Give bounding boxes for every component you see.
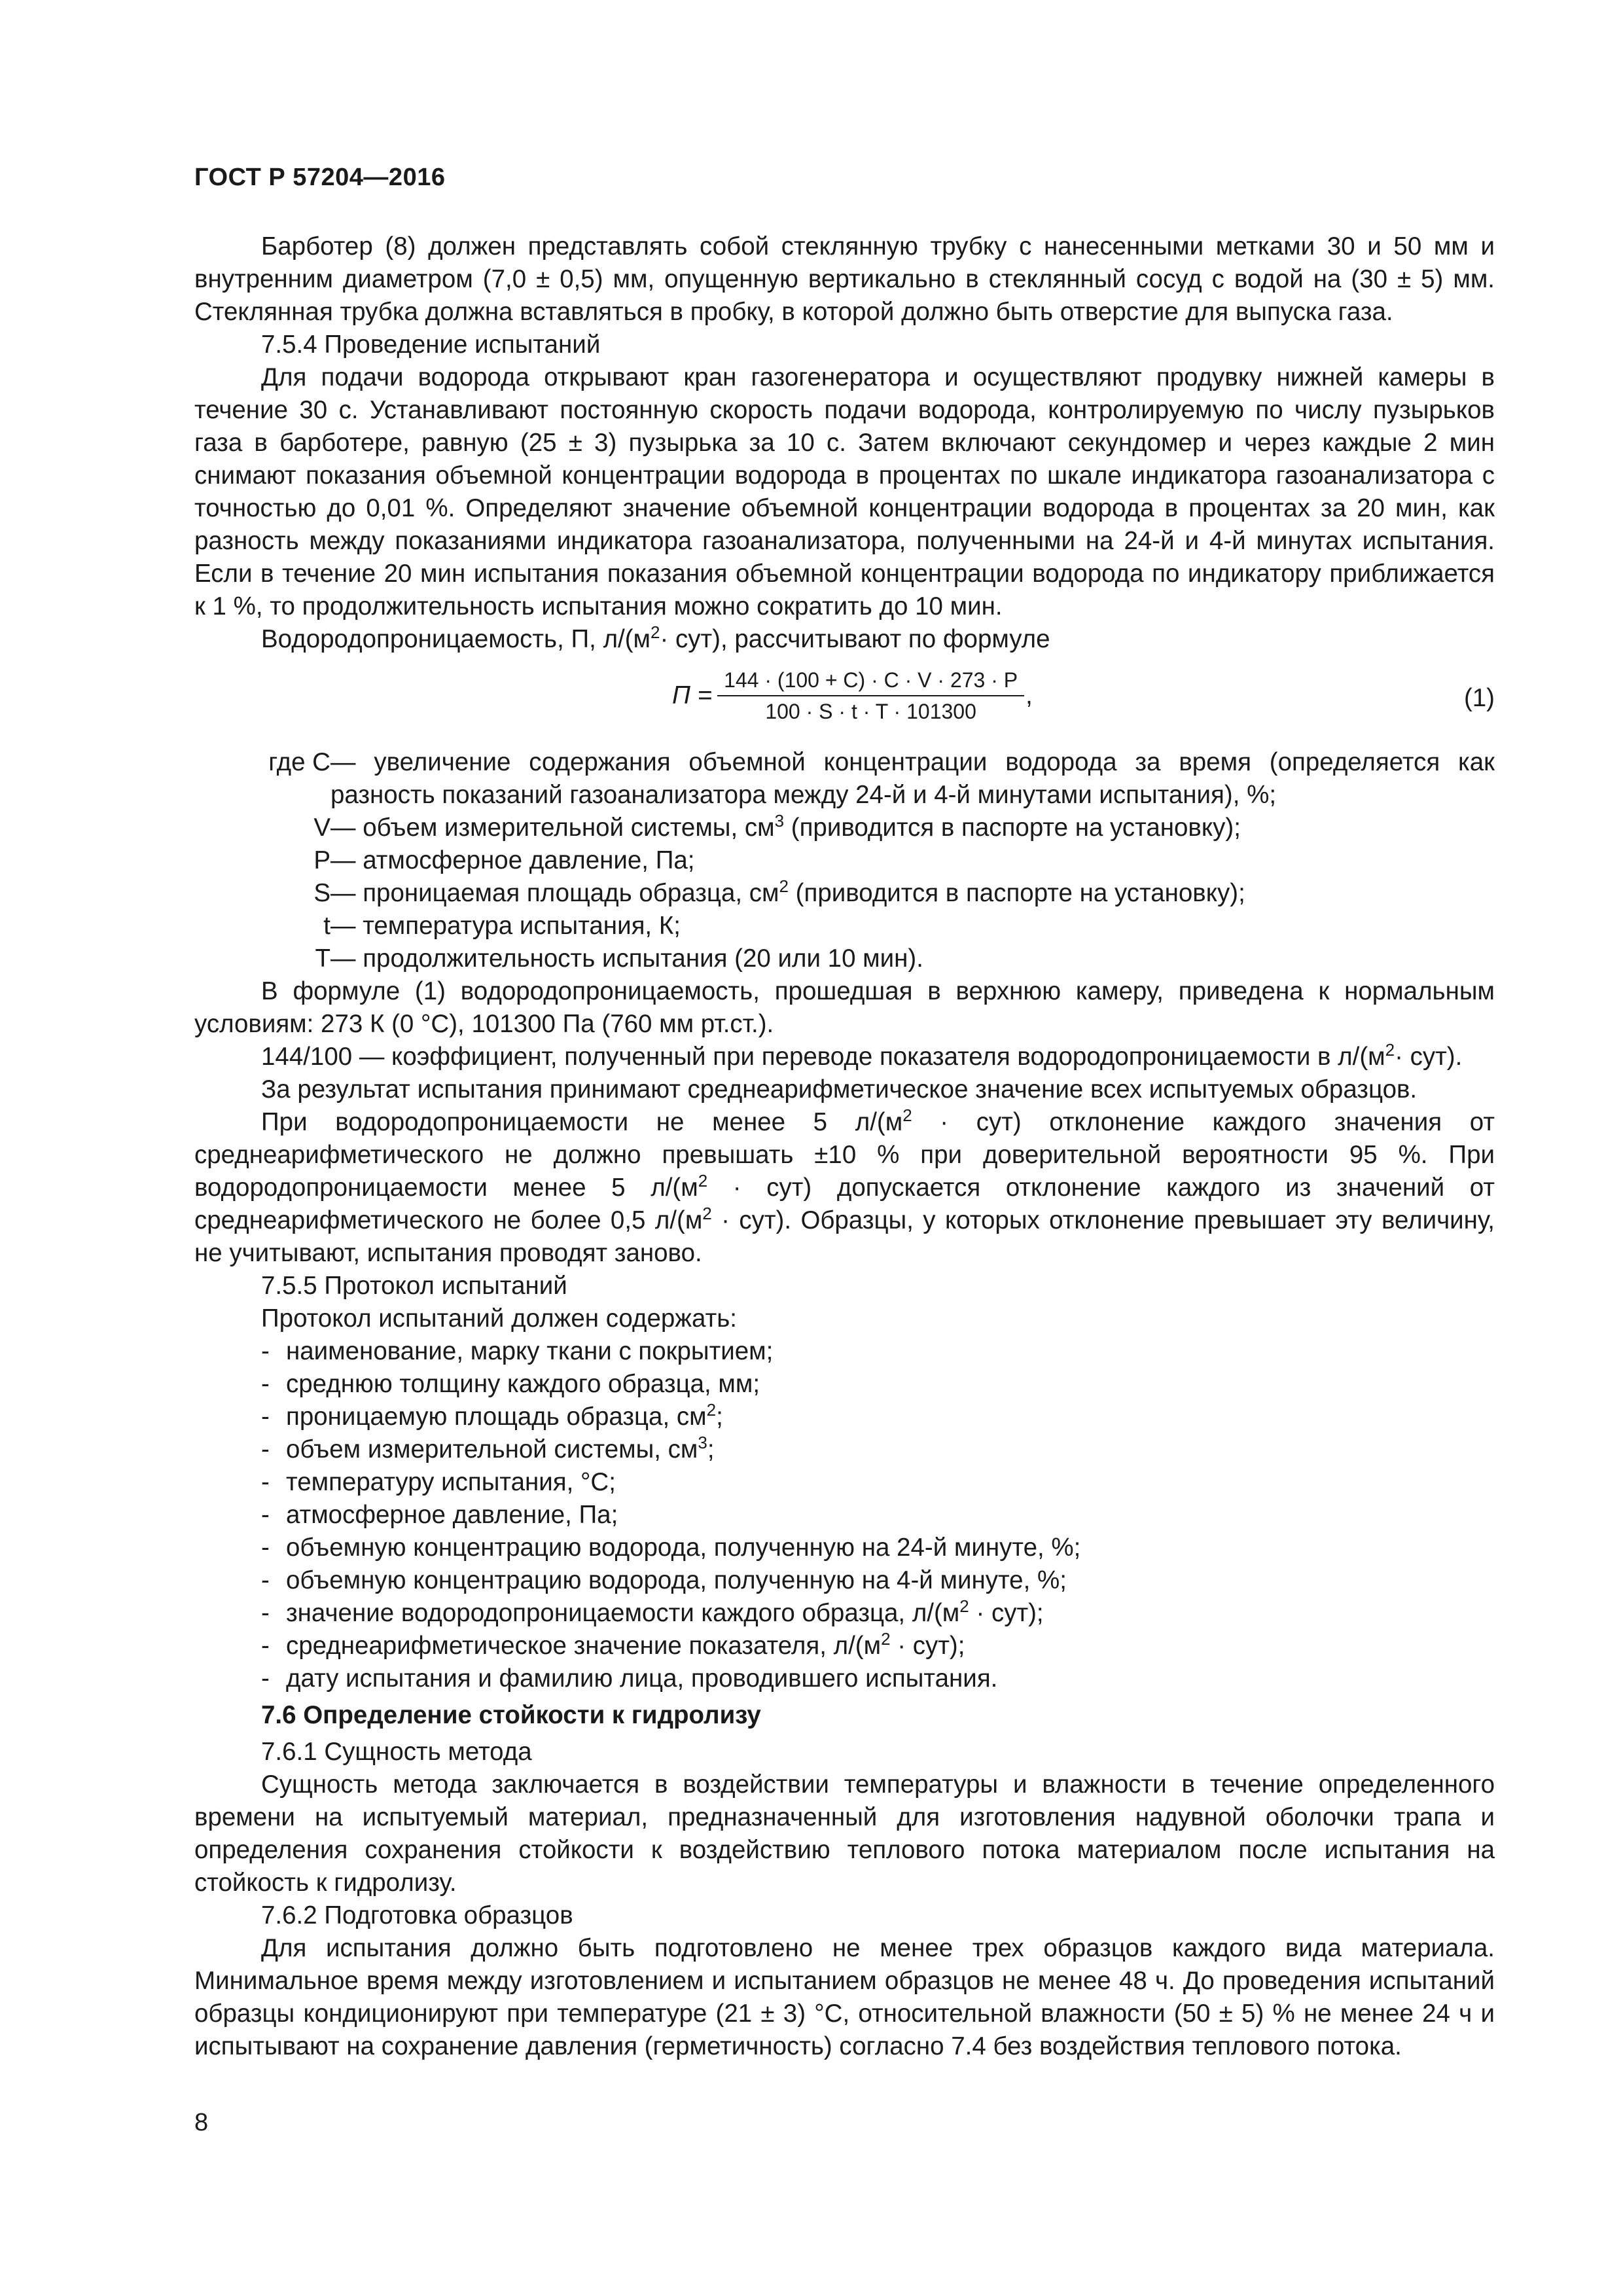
paragraph-deviation [194,1106,1495,1270]
formula-lhs: П = [672,681,713,709]
where-description [330,812,1495,844]
list-item [194,1532,1495,1564]
section-7-6-1-text: Сущность метода заключается в воздействии температуры и влажности в течение определенного времени на испытуемый материал, предназначенный для изготовления надувной оболочки трапа и определения сохранения стойкости к воздействию теплового потока материалом после испытания на стойкость к гидролизу. [194,1770,1495,1897]
superscript: 3 [774,811,785,831]
page-number: 8 [194,2109,209,2136]
where-symbol: P [313,846,330,874]
superscript: 2 [902,1105,912,1126]
where-description: — температура испытания, К; [330,912,681,940]
coefficient-text-end: · сут). [1395,1043,1463,1071]
list-item-text-a: объем измерительной системы, см [286,1435,698,1463]
where-description: — атмосферное давление, Па; [330,846,695,874]
list-item-text-b: ; [716,1403,723,1431]
formula-numerator: 144 · (100 + C) · C · V · 273 · P [717,665,1024,696]
where-symbol: V [313,814,330,842]
list-item-text: атмосферное давление, Па; [286,1501,618,1529]
list-item-text: температуру испытания, °С; [286,1468,616,1496]
protocol-intro: Протокол испытаний должен содержать: [261,1304,737,1333]
where-item-s [194,877,1495,910]
where-symbol: t [323,912,330,940]
list-item-text [286,1401,723,1433]
list-item [194,1597,1495,1630]
where-description-text: — объем измерительной системы, см [330,814,775,842]
list-item [194,1564,1495,1597]
where-description: — продолжительность испытания (20 или 10 мин). [330,944,923,973]
superscript: 2 [706,1400,717,1420]
coefficient-text: 144/100 — коэффициент, полученный при переводе показателя водородопроницаемости в л/(м [261,1043,1385,1071]
superscript: 2 [881,1629,891,1649]
where-description-text-end: (приводится в паспорте на установку); [784,814,1241,842]
list-item-text-b: ; [707,1435,715,1463]
list-dash: - [261,1435,270,1463]
list-item-text-a: среднеарифметическое значение показателя, л/(м [286,1632,882,1660]
where-item-v [194,812,1495,844]
where-symbol: где C [268,748,330,776]
formula-comma: , [1026,681,1033,709]
formula [672,665,1033,726]
list-item-text-b: · сут); [969,1599,1044,1627]
list-item-text: среднюю толщину каждого образца, мм; [286,1370,760,1398]
list-item [194,1433,1495,1466]
formula-intro-text: Водородопроницаемость, П, л/(м [261,625,651,653]
where-description-text: — проницаемая площадь образца, см [330,879,779,907]
list-item-text [286,1597,1044,1630]
superscript: 2 [1385,1040,1395,1060]
superscript: 2 [779,876,789,897]
section-7-5-4-title: 7.5.4 Проведение испытаний [261,331,601,359]
where-item-p [194,844,1495,877]
list-item-text: объемную концентрацию водорода, полученную на 24-й минуте, %; [286,1534,1081,1562]
standard-header: ГОСТ Р 57204—2016 [194,164,446,191]
section-7-6-1-title: 7.6.1 Сущность метода [261,1738,532,1766]
where-item-T [194,942,1495,975]
formula-fraction [717,665,1024,726]
deviation-text-b: · сут) отклонение каждого значения от среднеарифметического не должно превышать ±10 % при доверительной вероятности 95 %. При водородопроницаемости менее 5 л/(м [194,1108,1495,1202]
superscript: 2 [702,1204,712,1224]
list-dash: - [261,1599,270,1627]
paragraph-result: За результат испытания принимают среднеарифметическое значение всех испытуемых образцов. [261,1075,1418,1103]
where-description [330,877,1495,910]
where-symbol: T [315,944,330,973]
deviation-text-c: · сут) допускается отклонение каждого из значений от среднеарифметического не более 0,5 л/(м [194,1174,1495,1234]
list-dash: - [261,1403,270,1431]
list-item [194,1499,1495,1532]
list-item-text: объемную концентрацию водорода, полученную на 4-й минуте, %; [286,1566,1067,1594]
list-item [194,1335,1495,1368]
paragraph-coefficient [194,1041,1495,1073]
superscript: 2 [959,1596,969,1617]
where-symbol: S [313,879,330,907]
list-dash: - [261,1534,270,1562]
list-item-text: наименование, марку ткани с покрытием; [286,1337,774,1365]
paragraph-barboter: Барботер (8) должен представлять собой стеклянную трубку с нанесенными метками 30 и 50 мм и внутренним диаметром (7,0 ± 0,5) мм, опущенную вертикально в стеклянный сосуд с водой на (30 ± 5) мм. Стеклянная трубка должна вставляться в пробку, в которой должно быть отверстие для выпуска газа. [194,232,1495,326]
where-description-text-end: (приводится в паспорте на установку); [788,879,1245,907]
section-7-6-2-text: Для испытания должно быть подготовлено не менее трех образцов каждого вида материала. Минимальное время между изготовлением и испытанием образцов не менее 48 ч. До проведения испытаний образцы кондиционируют при температуре (21 ± 3) °С, относительной влажности (50 ± 5) % не менее 24 ч и испытывают на сохранение давления (герметичность) согласно 7.4 без воздействия теплового потока. [194,1934,1495,2060]
where-item-t [194,910,1495,942]
list-dash: - [261,1468,270,1496]
where-item-c [194,746,1495,812]
list-item [194,1630,1495,1662]
formula-intro-text-end: · сут), рассчитывают по формуле [660,625,1050,653]
list-item [194,1401,1495,1433]
superscript: 2 [651,622,660,643]
superscript: 2 [698,1171,708,1191]
section-7-5-5-title: 7.5.5 Протокол испытаний [261,1272,567,1300]
list-item [194,1662,1495,1695]
formula-block [194,656,1495,746]
section-7-6-2-title: 7.6.2 Подготовка образцов [261,1901,573,1929]
list-item-text-b: · сут); [890,1632,965,1660]
list-dash: - [261,1370,270,1398]
list-item-text: дату испытания и фамилию лица, проводившего испытания. [286,1664,998,1693]
list-item-text [286,1630,965,1662]
list-dash: - [261,1501,270,1529]
list-item [194,1368,1495,1401]
list-dash: - [261,1664,270,1693]
equation-number: (1) [1463,684,1495,712]
formula-denominator: 100 · S · t · T · 101300 [765,700,976,723]
list-dash: - [261,1337,270,1365]
page-content [194,230,1495,2063]
where-description: — увеличение содержания объемной концентрации водорода за время (определяется как разность показаний газоанализатора между 24-й и 4-й минутами испытания), %; [330,748,1495,809]
superscript: 3 [698,1433,707,1453]
deviation-text-a: При водородопроницаемости не менее 5 л/(м [261,1108,903,1136]
list-item-text-a: значение водородопроницаемости каждого образца, л/(м [286,1599,960,1627]
section-7-5-4-text: Для подачи водорода открывают кран газогенератора и осуществляют продувку нижней камеры в течение 30 с. Устанавливают постоянную скорость подачи водорода, контролируемую по числу пузырьков газа в барботере, равную (25 ± 3) пузырька за 10 с. Затем включают секундомер и через каждые 2 мин снимают показания объемной концентрации водорода в процентах по шкале индикатора газоанализатора с точностью до 0,01 %. Определяют значение объемной концентрации водорода в процентах за 20 мин, как разность между показаниями индикатора газоанализатора, полученными на 24-й и 4-й минутах испытания. Если в течение 20 мин испытания показания объемной концентрации водорода по индикатору приближается к 1 %, то продолжительность испытания можно сократить до 10 мин. [194,363,1495,620]
section-7-6-title: 7.6 Определение стойкости к гидролизу [261,1701,761,1729]
list-item-text [286,1433,715,1466]
list-item [194,1466,1495,1499]
paragraph-normal-conditions: В формуле (1) водородопроницаемость, прошедшая в верхнюю камеру, приведена к нормальным условиям: 273 К (0 °С), 101300 Па (760 мм рт.ст.). [194,977,1495,1038]
formula-intro [194,623,1495,656]
deviation-text-d: · сут). Образцы, у которых отклонение превышает эту величину, не учитывают, испытания проводят заново. [194,1206,1495,1267]
list-item-text-a: проницаемую площадь образца, см [286,1403,707,1431]
list-dash: - [261,1632,270,1660]
list-dash: - [261,1566,270,1594]
